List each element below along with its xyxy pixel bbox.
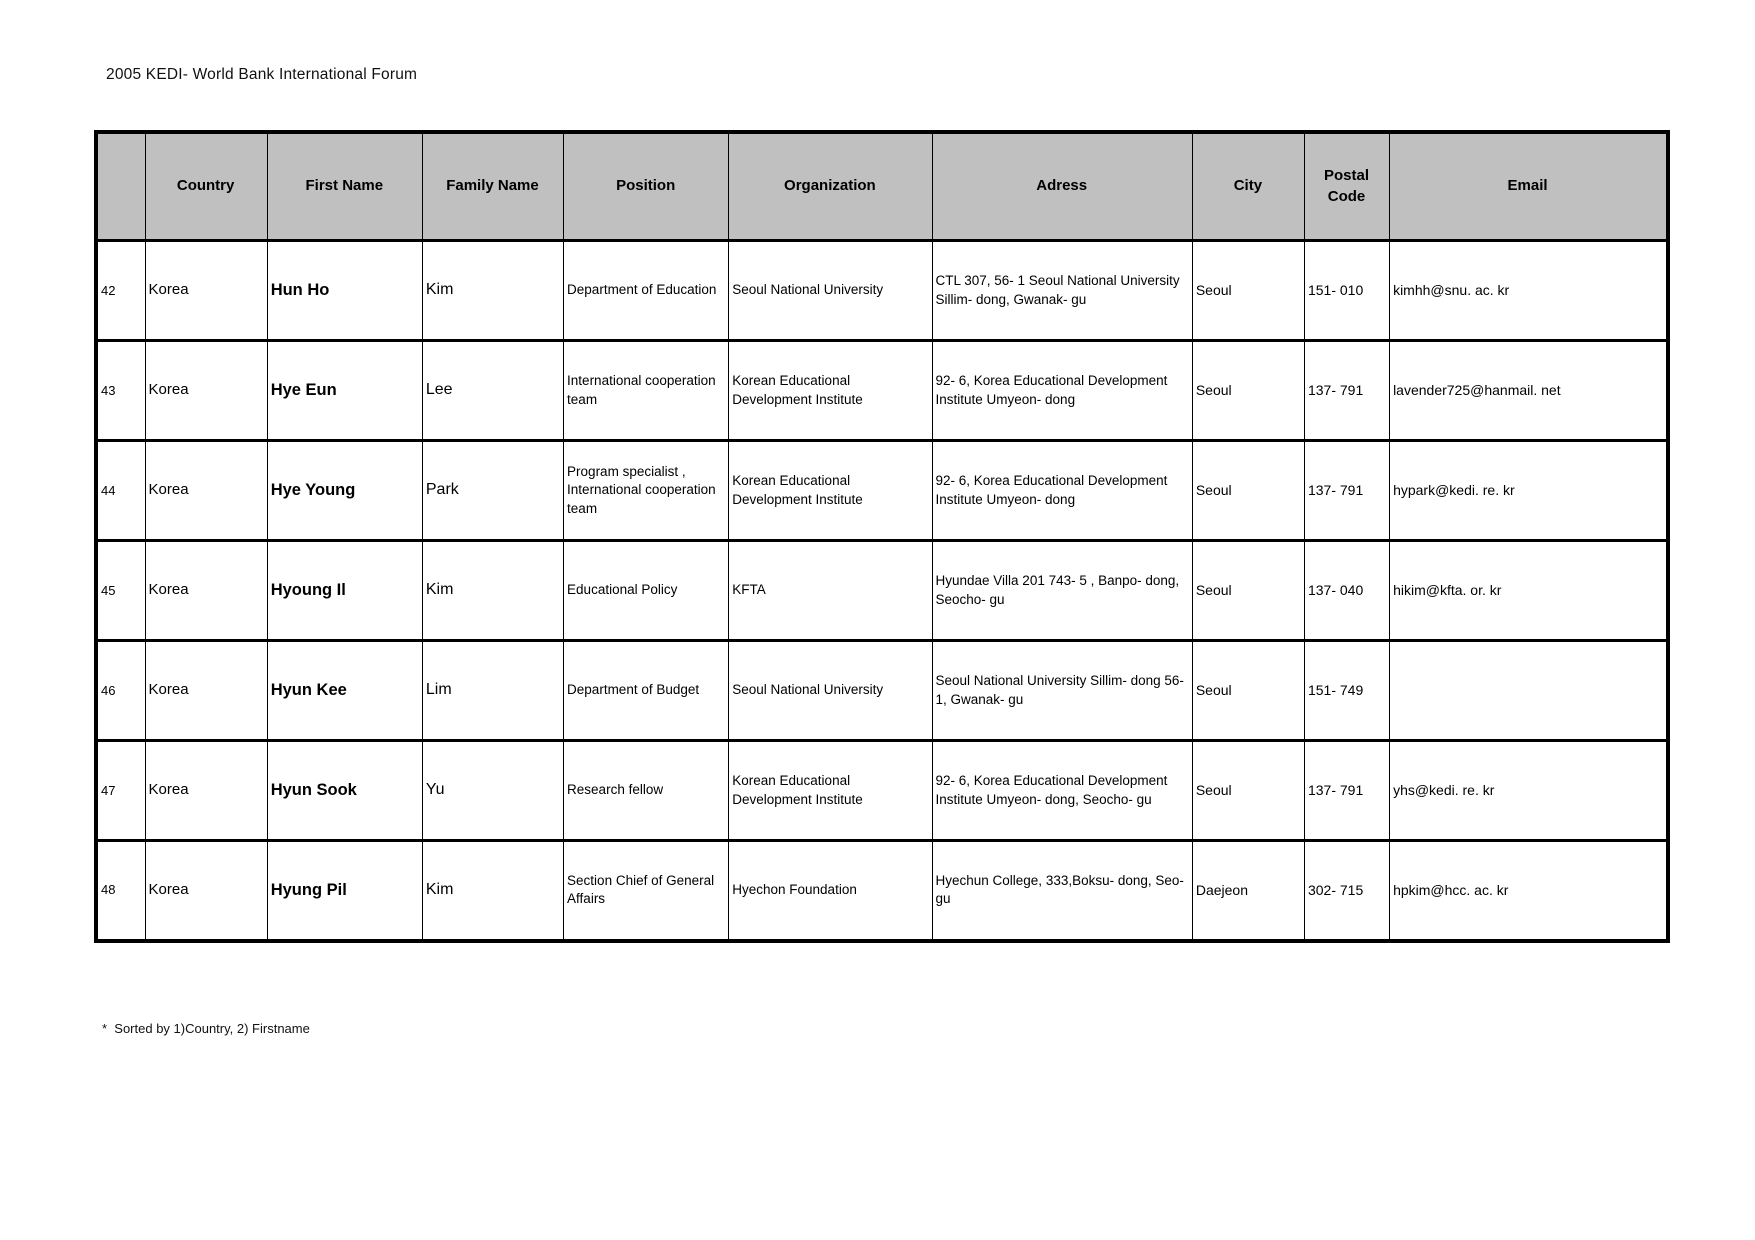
cell-postal-code: 137- 791 — [1304, 741, 1389, 841]
cell-address: Hyechun College, 333,Boksu- dong, Seo- gu — [932, 841, 1192, 941]
column-header-row-number — [96, 132, 145, 241]
cell-city: Seoul — [1192, 241, 1304, 341]
cell-address: 92- 6, Korea Educational Development Institute Umyeon- dong, Seocho- gu — [932, 741, 1192, 841]
cell-postal-code: 302- 715 — [1304, 841, 1389, 941]
cell-family-name: Yu — [422, 741, 563, 841]
cell-city: Seoul — [1192, 541, 1304, 641]
cell-position: Research fellow — [564, 741, 729, 841]
cell-email: hpkim@hcc. ac. kr — [1390, 841, 1668, 941]
cell-num: 45 — [96, 541, 145, 641]
cell-organization: Korean Educational Development Institute — [729, 741, 932, 841]
cell-organization: KFTA — [729, 541, 932, 641]
cell-city: Seoul — [1192, 441, 1304, 541]
cell-family-name: Kim — [422, 541, 563, 641]
cell-postal-code: 137- 040 — [1304, 541, 1389, 641]
cell-address: Seoul National University Sillim- dong 56- 1, Gwanak- gu — [932, 641, 1192, 741]
cell-country: Korea — [145, 641, 267, 741]
cell-country: Korea — [145, 541, 267, 641]
participants-table — [94, 130, 1670, 943]
column-header-address: Adress — [932, 132, 1192, 241]
column-header-family-name: Family Name — [422, 132, 563, 241]
cell-organization: Seoul National University — [729, 641, 932, 741]
cell-first-name: Hyun Sook — [267, 741, 422, 841]
cell-postal-code: 137- 791 — [1304, 341, 1389, 441]
cell-address: 92- 6, Korea Educational Development Institute Umyeon- dong — [932, 441, 1192, 541]
table-row — [96, 641, 1668, 741]
cell-city: Seoul — [1192, 641, 1304, 741]
cell-organization: Hyechon Foundation — [729, 841, 932, 941]
cell-position: Educational Policy — [564, 541, 729, 641]
cell-city: Seoul — [1192, 341, 1304, 441]
cell-num: 48 — [96, 841, 145, 941]
table-row — [96, 441, 1668, 541]
cell-organization: Korean Educational Development Institute — [729, 441, 932, 541]
table-row — [96, 341, 1668, 441]
cell-email — [1390, 641, 1668, 741]
cell-address: CTL 307, 56- 1 Seoul National University Sillim- dong, Gwanak- gu — [932, 241, 1192, 341]
table-header-row — [96, 132, 1668, 241]
cell-position: Department of Education — [564, 241, 729, 341]
cell-family-name: Lee — [422, 341, 563, 441]
cell-country: Korea — [145, 841, 267, 941]
cell-email: hikim@kfta. or. kr — [1390, 541, 1668, 641]
cell-email: hypark@kedi. re. kr — [1390, 441, 1668, 541]
cell-country: Korea — [145, 441, 267, 541]
cell-city: Seoul — [1192, 741, 1304, 841]
table-row — [96, 241, 1668, 341]
cell-num: 47 — [96, 741, 145, 841]
cell-family-name: Lim — [422, 641, 563, 741]
cell-city: Daejeon — [1192, 841, 1304, 941]
cell-email: lavender725@hanmail. net — [1390, 341, 1668, 441]
cell-position: Program specialist , International cooperation team — [564, 441, 729, 541]
cell-postal-code: 137- 791 — [1304, 441, 1389, 541]
column-header-city: City — [1192, 132, 1304, 241]
cell-position: Section Chief of General Affairs — [564, 841, 729, 941]
cell-first-name: Hye Eun — [267, 341, 422, 441]
column-header-organization: Organization — [729, 132, 932, 241]
cell-num: 42 — [96, 241, 145, 341]
cell-email: yhs@kedi. re. kr — [1390, 741, 1668, 841]
cell-first-name: Hun Ho — [267, 241, 422, 341]
table-row — [96, 741, 1668, 841]
column-header-position: Position — [564, 132, 729, 241]
cell-position: International cooperation team — [564, 341, 729, 441]
cell-organization: Seoul National University — [729, 241, 932, 341]
cell-family-name: Park — [422, 441, 563, 541]
page-title: 2005 KEDI- World Bank International Forum — [106, 66, 418, 83]
cell-country: Korea — [145, 741, 267, 841]
column-header-country: Country — [145, 132, 267, 241]
column-header-email: Email — [1390, 132, 1668, 241]
cell-postal-code: 151- 749 — [1304, 641, 1389, 741]
cell-first-name: Hyun Kee — [267, 641, 422, 741]
cell-position: Department of Budget — [564, 641, 729, 741]
cell-num: 46 — [96, 641, 145, 741]
column-header-first-name: First Name — [267, 132, 422, 241]
cell-organization: Korean Educational Development Institute — [729, 341, 932, 441]
cell-family-name: Kim — [422, 841, 563, 941]
sort-footnote: * Sorted by 1)Country, 2) Firstname — [102, 1021, 310, 1036]
cell-email: kimhh@snu. ac. kr — [1390, 241, 1668, 341]
column-header-postal-code: Postal Code — [1304, 132, 1389, 241]
table-row — [96, 541, 1668, 641]
cell-family-name: Kim — [422, 241, 563, 341]
cell-first-name: Hyung Pil — [267, 841, 422, 941]
cell-num: 44 — [96, 441, 145, 541]
table-row — [96, 841, 1668, 941]
cell-country: Korea — [145, 341, 267, 441]
cell-country: Korea — [145, 241, 267, 341]
cell-first-name: Hyoung Il — [267, 541, 422, 641]
cell-postal-code: 151- 010 — [1304, 241, 1389, 341]
cell-num: 43 — [96, 341, 145, 441]
cell-first-name: Hye Young — [267, 441, 422, 541]
cell-address: Hyundae Villa 201 743- 5 , Banpo- dong, Seocho- gu — [932, 541, 1192, 641]
cell-address: 92- 6, Korea Educational Development Institute Umyeon- dong — [932, 341, 1192, 441]
participants-table-container — [94, 130, 1670, 943]
